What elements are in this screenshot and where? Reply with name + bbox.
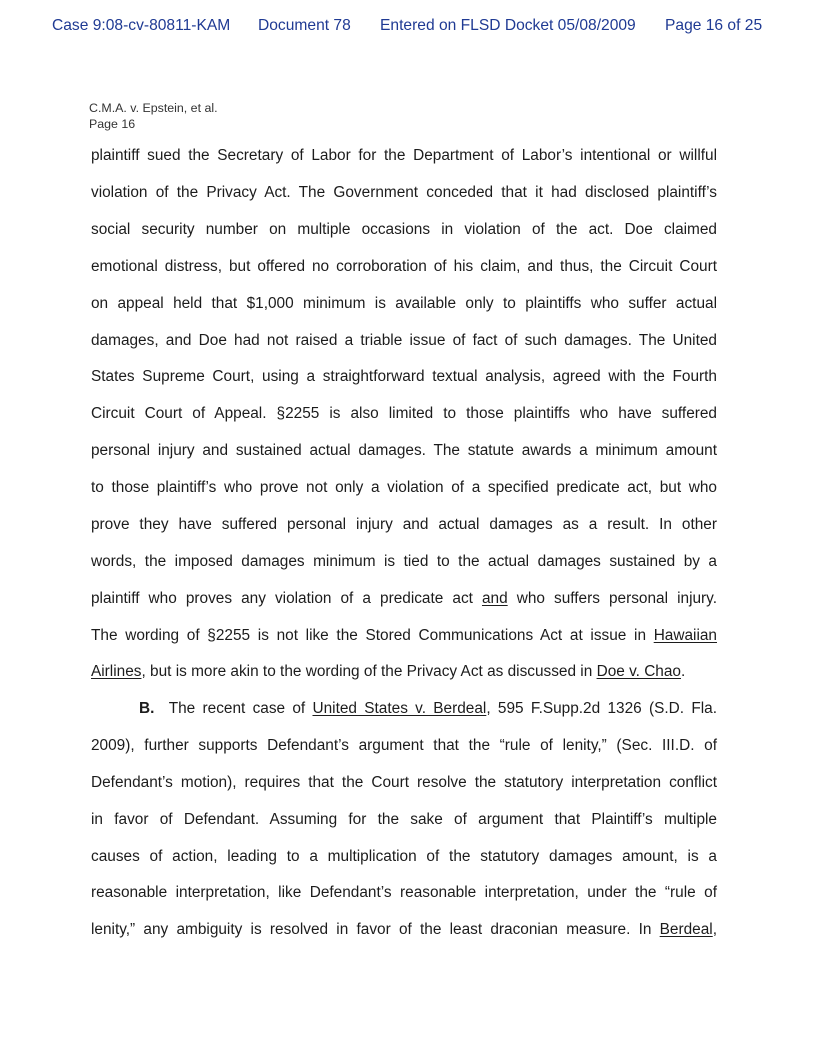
body-line: The wording of §2255 is not like the Stored Communications Act at issue in Hawaiian	[91, 627, 717, 644]
body-line: B. The recent case of United States v. Berdeal, 595 F.Supp.2d 1326 (S.D. Fla.	[139, 700, 717, 717]
page-label: Page 16	[89, 117, 136, 131]
body-line: causes of action, leading to a multiplication of the statutory damages amount, is a	[91, 848, 717, 865]
body-line: damages, and Doe had not raised a triable issue of fact of such damages. The United	[91, 332, 717, 349]
body-line: plaintiff who proves any violation of a predicate act and who suffers personal injury.	[91, 590, 718, 607]
case-citation-berdeal: United States v. Berdeal	[312, 700, 487, 717]
page-count: Page 16 of 25	[665, 17, 763, 34]
body-line: reasonable interpretation, like Defendant’s reasonable interpretation, under the “rule of	[91, 884, 717, 901]
body-line: violation of the Privacy Act. The Government conceded that it had disclosed plaintiff’s	[91, 184, 717, 201]
body-line: on appeal held that $1,000 minimum is available only to plaintiffs who suffer actual	[91, 295, 717, 312]
body-line: States Supreme Court, using a straightforward textual analysis, agreed with the Fourth	[91, 368, 717, 385]
case-citation-berdeal-short: Berdeal	[659, 921, 713, 938]
body-line: emotional distress, but offered no corroboration of his claim, and thus, the Circuit Court	[91, 258, 717, 275]
case-citation-doe-v-chao: Doe v. Chao	[596, 663, 681, 680]
body-line: 2009), further supports Defendant’s argument that the “rule of lenity,” (Sec. III.D. of	[91, 737, 717, 754]
body-line: personal injury and sustained actual damages. The statute awards a minimum amount	[91, 442, 717, 459]
body-line: words, the imposed damages minimum is tied to the actual damages sustained by a	[91, 553, 717, 570]
body-line: to those plaintiff’s who prove not only a violation of a specified predicate act, but who	[91, 479, 717, 496]
body-line: Circuit Court of Appeal. §2255 is also limited to those plaintiffs who have suffered	[91, 405, 717, 422]
docket-stamp	[52, 17, 772, 39]
case-citation-hawaiian-airlines: Hawaiian	[653, 627, 717, 644]
body-line: social security number on multiple occasions in violation of the act. Doe claimed	[91, 221, 717, 238]
case-number: Case 9:08-cv-80811-KAM	[52, 17, 231, 34]
emphasis-and: and	[481, 590, 508, 607]
entered-date: Entered on FLSD Docket 05/08/2009	[380, 17, 636, 34]
body-line: lenity,” any ambiguity is resolved in favor of the least draconian measure. In Berdeal,	[91, 921, 717, 938]
case-caption: C.M.A. v. Epstein, et al.	[89, 101, 218, 115]
body-line: plaintiff sued the Secretary of Labor for the Department of Labor’s intentional or willful	[91, 147, 717, 164]
body-line: prove they have suffered personal injury and actual damages as a result. In other	[91, 516, 717, 533]
section-marker-b: B.	[139, 700, 155, 717]
body-line: Airlines, but is more akin to the wording of the Privacy Act as discussed in Doe v. Chao.	[91, 663, 686, 680]
body-line: Defendant’s motion), requires that the Court resolve the statutory interpretation conflict	[91, 774, 717, 791]
case-citation-hawaiian-airlines-cont: Airlines	[91, 663, 142, 680]
body-line: in favor of Defendant. Assuming for the sake of argument that Plaintiff’s multiple	[91, 811, 717, 828]
document-number: Document 78	[258, 17, 351, 34]
